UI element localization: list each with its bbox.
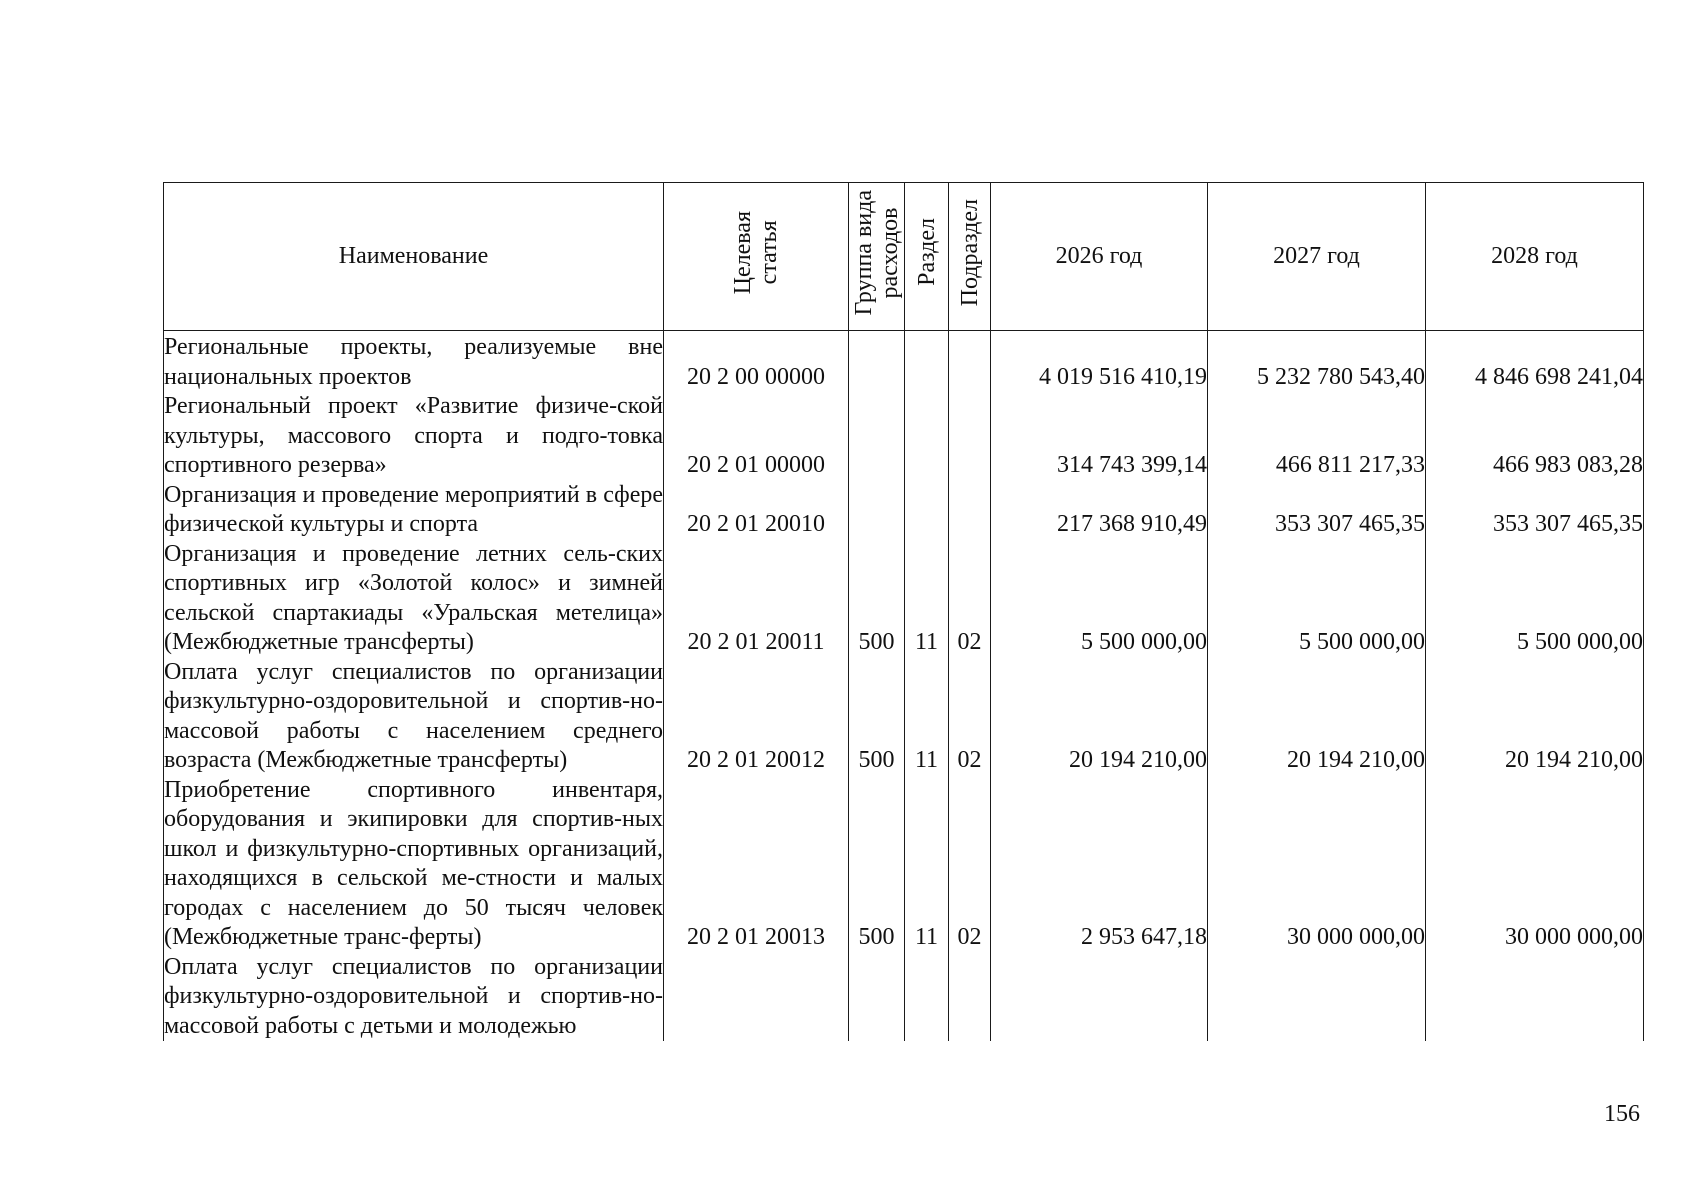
- row-expense-group: [849, 481, 905, 540]
- table-header-row: [164, 183, 1644, 331]
- row-name: Организация и проведение летних сель-ских спортивных игр «Золотой колос» и зимней сельской спартакиады «Уральская метелица» (Межбюджетные трансферты): [164, 540, 664, 658]
- row-target-code: [664, 953, 849, 1042]
- row-name: Региональные проекты, реализуемые вне национальных проектов: [164, 331, 664, 393]
- row-amount-2026: 5 500 000,00: [991, 540, 1208, 658]
- table-row: [164, 658, 1644, 776]
- row-section: [905, 392, 949, 481]
- header-target-article: Целевая статья: [664, 183, 849, 331]
- row-section: [905, 481, 949, 540]
- table-row: [164, 953, 1644, 1042]
- row-target-code: 20 2 01 20010: [664, 481, 849, 540]
- row-subsection: [949, 331, 991, 393]
- row-section: [905, 953, 949, 1042]
- row-subsection: [949, 953, 991, 1042]
- row-amount-2026: [991, 953, 1208, 1042]
- table-row: [164, 331, 1644, 393]
- row-amount-2028: 20 194 210,00: [1426, 658, 1644, 776]
- row-expense-group: 500: [849, 658, 905, 776]
- header-section: Раздел: [905, 183, 949, 331]
- row-target-code: 20 2 01 00000: [664, 392, 849, 481]
- table-row: [164, 392, 1644, 481]
- row-amount-2027: 353 307 465,35: [1208, 481, 1426, 540]
- header-year-2027: 2027 год: [1208, 183, 1426, 331]
- row-amount-2028: 353 307 465,35: [1426, 481, 1644, 540]
- row-subsection: [949, 392, 991, 481]
- row-expense-group: [849, 331, 905, 393]
- row-amount-2028: 4 846 698 241,04: [1426, 331, 1644, 393]
- row-expense-group: [849, 392, 905, 481]
- row-amount-2026: 217 368 910,49: [991, 481, 1208, 540]
- row-amount-2027: 466 811 217,33: [1208, 392, 1426, 481]
- page-number: 156: [1604, 1101, 1640, 1127]
- row-amount-2028: 5 500 000,00: [1426, 540, 1644, 658]
- row-amount-2027: 20 194 210,00: [1208, 658, 1426, 776]
- row-name: Оплата услуг специалистов по организации физкультурно-оздоровительной и спортив-но-массовой работы с детьми и молодежью: [164, 953, 664, 1042]
- header-year-2028: 2028 год: [1426, 183, 1644, 331]
- row-amount-2027: 5 500 000,00: [1208, 540, 1426, 658]
- header-subsection: Подраздел: [949, 183, 991, 331]
- row-subsection: 02: [949, 540, 991, 658]
- row-expense-group: 500: [849, 776, 905, 953]
- row-subsection: [949, 481, 991, 540]
- row-section: 11: [905, 540, 949, 658]
- header-expense-group: Группа вида расходов: [849, 183, 905, 331]
- row-expense-group: 500: [849, 540, 905, 658]
- row-section: 11: [905, 658, 949, 776]
- header-name: Наименование: [164, 183, 664, 331]
- row-section: 11: [905, 776, 949, 953]
- row-section: [905, 331, 949, 393]
- row-amount-2026: 314 743 399,14: [991, 392, 1208, 481]
- row-amount-2027: [1208, 953, 1426, 1042]
- row-amount-2026: 20 194 210,00: [991, 658, 1208, 776]
- row-expense-group: [849, 953, 905, 1042]
- row-name: Организация и проведение мероприятий в сфере физической культуры и спорта: [164, 481, 664, 540]
- row-target-code: 20 2 01 20011: [664, 540, 849, 658]
- row-target-code: 20 2 00 00000: [664, 331, 849, 393]
- row-name: Региональный проект «Развитие физиче-ской культуры, массового спорта и подго-товка спортивного резерва»: [164, 392, 664, 481]
- row-name: Оплата услуг специалистов по организации физкультурно-оздоровительной и спортив-но-массовой работы с населением среднего возраста (Межбюджетные трансферты): [164, 658, 664, 776]
- table-row: [164, 481, 1644, 540]
- row-amount-2026: 2 953 647,18: [991, 776, 1208, 953]
- row-subsection: 02: [949, 776, 991, 953]
- row-amount-2028: [1426, 953, 1644, 1042]
- table-row: [164, 540, 1644, 658]
- row-target-code: 20 2 01 20013: [664, 776, 849, 953]
- header-year-2026: 2026 год: [991, 183, 1208, 331]
- row-subsection: 02: [949, 658, 991, 776]
- row-amount-2028: 466 983 083,28: [1426, 392, 1644, 481]
- row-amount-2027: 5 232 780 543,40: [1208, 331, 1426, 393]
- row-name: Приобретение спортивного инвентаря, оборудования и экипировки для спортив-ных школ и физкультурно-спортивных организаций, находящихся в сельской ме-стности и малых городах с населением до 50 тысяч человек (Межбюджетные транс-ферты): [164, 776, 664, 953]
- row-target-code: 20 2 01 20012: [664, 658, 849, 776]
- budget-table: [163, 182, 1644, 1041]
- row-amount-2028: 30 000 000,00: [1426, 776, 1644, 953]
- table-row: [164, 776, 1644, 953]
- row-amount-2026: 4 019 516 410,19: [991, 331, 1208, 393]
- row-amount-2027: 30 000 000,00: [1208, 776, 1426, 953]
